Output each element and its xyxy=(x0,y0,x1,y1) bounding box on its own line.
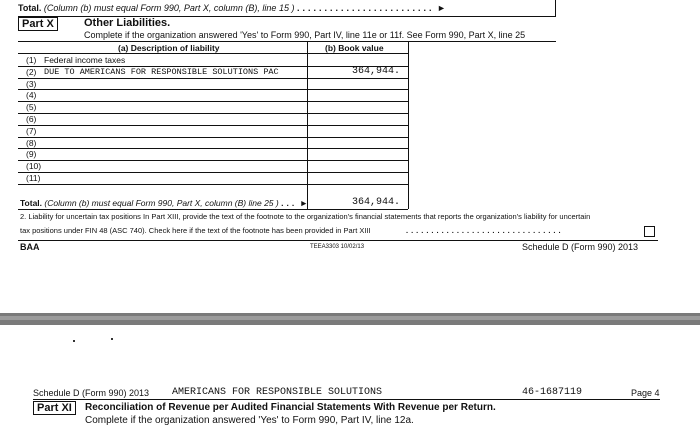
line2-text-2: tax positions under FIN 48 (ASC 740). Check here if the text of the footnote has been provided in Part XIII xyxy=(20,226,371,235)
page-separator-highlight xyxy=(0,316,700,320)
row-rule xyxy=(18,184,408,185)
p4-page-number: Page 4 xyxy=(631,388,660,398)
arrow-icon: ► xyxy=(437,3,446,13)
row-number: (1) xyxy=(26,55,37,65)
p4-org-name: AMERICANS FOR RESPONSIBLE SOLUTIONS xyxy=(172,387,383,398)
row-number: (8) xyxy=(26,137,37,148)
col-header-rule xyxy=(18,53,408,54)
row-number: (6) xyxy=(26,114,37,124)
part-ix-total-line xyxy=(18,3,446,13)
speck xyxy=(73,340,75,342)
row-number: (11) xyxy=(26,173,41,183)
row-rule xyxy=(18,101,408,102)
row-rule xyxy=(18,137,408,138)
row-rule xyxy=(18,125,408,126)
row-rule xyxy=(18,113,408,114)
schedule-footer: Schedule D (Form 990) 2013 xyxy=(522,242,639,252)
total-instruction: (Column (b) must equal Form 990, Part X, column (B), line 15 ) xyxy=(43,3,295,13)
footer-rule xyxy=(18,240,658,241)
row-description: DUE TO AMERICANS FOR RESPONSIBLE SOLUTIONS PAC xyxy=(44,66,279,77)
baa-label: BAA xyxy=(20,242,40,252)
header-rule xyxy=(18,41,556,42)
fin48-checkbox[interactable] xyxy=(644,226,655,237)
p4-ein: 46-1687119 xyxy=(522,387,583,398)
row-book-value: 364,944. xyxy=(351,65,400,77)
top-value-border xyxy=(555,0,556,17)
total-leader-dots: ... xyxy=(281,198,298,208)
total-label: Total. xyxy=(18,3,42,13)
row-rule xyxy=(18,89,408,90)
leader-dots: ......................... xyxy=(296,3,435,13)
form-code: TEEA3303 10/02/13 xyxy=(310,244,365,250)
col-a-header: (a) Description of liability xyxy=(118,43,220,53)
total-arrow-icon: ► xyxy=(299,198,308,208)
row-number: (10) xyxy=(26,161,42,172)
part-x-instruction: Complete if the organization answered 'Yes' to Form 990, Part IV, line 11e or 11f. See Form 990, Part X, line 25 xyxy=(84,30,526,40)
row-rule xyxy=(18,78,408,79)
part-x-title: Other Liabilities. xyxy=(84,17,171,29)
row-rule xyxy=(18,148,408,149)
p4-rule xyxy=(33,399,660,400)
row-number: (2) xyxy=(26,66,37,77)
row-number: (4) xyxy=(26,90,37,101)
part-xi-instruction: Complete if the organization answered 'Yes' to Form 990, Part IV, line 12a. xyxy=(85,415,414,426)
part-x-label: Part X xyxy=(18,17,58,31)
row-number: (7) xyxy=(26,125,37,136)
table-total-instruction: (Column (b) must equal Form 990, Part X, column (B) line 25 ) xyxy=(44,198,279,208)
col-b-header: (b) Book value xyxy=(325,43,384,53)
p4-schedule-label: Schedule D (Form 990) 2013 xyxy=(33,388,150,398)
table-total-value: 364,944. xyxy=(351,197,400,208)
table-total-label: Total. xyxy=(20,198,43,208)
row-number: (5) xyxy=(26,102,37,113)
row-rule xyxy=(18,160,408,161)
col-right-border xyxy=(408,42,409,209)
row-number: (3) xyxy=(26,78,37,89)
total-rule xyxy=(18,209,408,210)
speck xyxy=(111,338,113,340)
part-xi-label: Part XI xyxy=(33,401,76,415)
row-number: (9) xyxy=(26,149,37,160)
table-total-row xyxy=(20,198,308,208)
part-xi-title: Reconciliation of Revenue per Audited Financial Statements With Revenue per Return. xyxy=(85,402,496,413)
line2-leader-dots: ............................... xyxy=(406,226,564,235)
line2-text-1: 2. Liability for uncertain tax positions In Part XIII, provide the text of the footnote to the organization's financial statements that reports the organization's liability for uncertain xyxy=(20,212,591,221)
row-description: Federal income taxes xyxy=(44,55,126,65)
row-rule xyxy=(18,172,408,173)
